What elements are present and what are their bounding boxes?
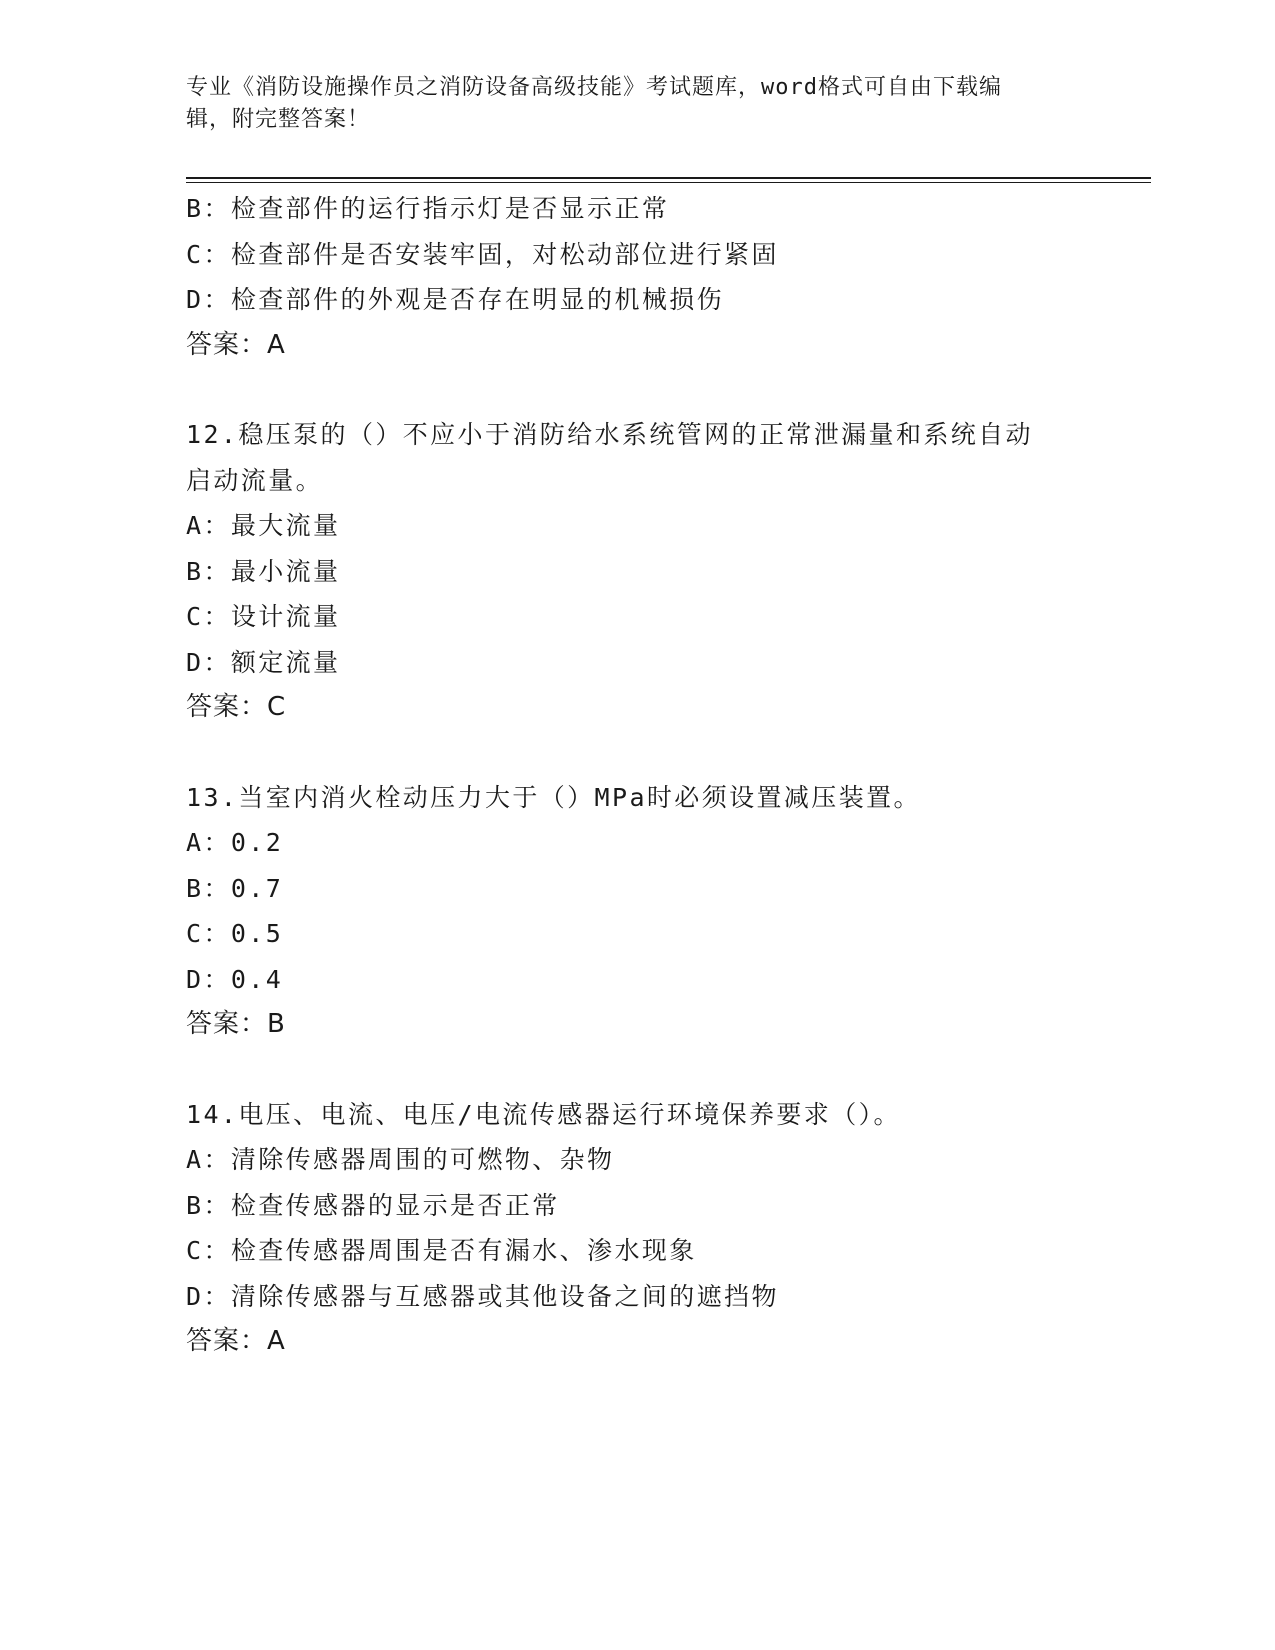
header-line-2: 辑，附完整答案！ — [186, 107, 371, 132]
option-b: B：检查传感器的显示是否正常 — [186, 1190, 560, 1220]
answer: 答案：A — [186, 329, 286, 360]
question-12 — [186, 412, 1086, 731]
question-11-continued — [186, 186, 1086, 368]
option-b: B：最小流量 — [186, 556, 341, 586]
header-divider — [186, 177, 1151, 179]
question-stem-cont: 启动流量。 — [186, 465, 324, 495]
answer: 答案：B — [186, 1009, 286, 1039]
option-a: A：0.2 — [186, 828, 284, 857]
option-a: A：最大流量 — [186, 511, 341, 540]
question-stem: 14.电压、电流、电压/电流传感器运行环境保养要求（）。 — [186, 1099, 901, 1129]
option-d: D：额定流量 — [186, 647, 341, 677]
header-divider-thin — [186, 182, 1151, 183]
question-list — [186, 186, 1086, 1365]
question-stem: 12.稳压泵的（）不应小于消防给水系统管网的正常泄漏量和系统自动 — [186, 420, 1033, 449]
question-stem: 13.当室内消火栓动压力大于（）MPa时必须设置减压装置。 — [186, 782, 921, 812]
spacer — [186, 1048, 1086, 1092]
option-c: C：检查部件是否安装牢固，对松动部位进行紧固 — [186, 239, 779, 269]
option-a: A：清除传感器周围的可燃物、杂物 — [186, 1145, 615, 1174]
question-14 — [186, 1092, 1086, 1365]
option-c: C：0.5 — [186, 919, 284, 948]
answer: 答案：C — [186, 692, 287, 722]
option-b: B：检查部件的运行指示灯是否显示正常 — [186, 194, 670, 223]
document-header — [186, 72, 1066, 136]
header-line-1: 专业《消防设施操作员之消防设备高级技能》考试题库，word格式可自由下载编 — [186, 75, 1002, 100]
option-d: D：清除传感器与互感器或其他设备之间的遮挡物 — [186, 1281, 779, 1311]
question-13 — [186, 775, 1086, 1048]
option-b: B：0.7 — [186, 873, 284, 903]
option-c: C：设计流量 — [186, 602, 341, 631]
option-d: D：0.4 — [186, 964, 284, 994]
spacer — [186, 368, 1086, 412]
answer: 答案：A — [186, 1326, 286, 1356]
spacer — [186, 731, 1086, 775]
option-c: C：检查传感器周围是否有漏水、渗水现象 — [186, 1236, 697, 1265]
option-d: D：检查部件的外观是否存在明显的机械损伤 — [186, 285, 725, 314]
